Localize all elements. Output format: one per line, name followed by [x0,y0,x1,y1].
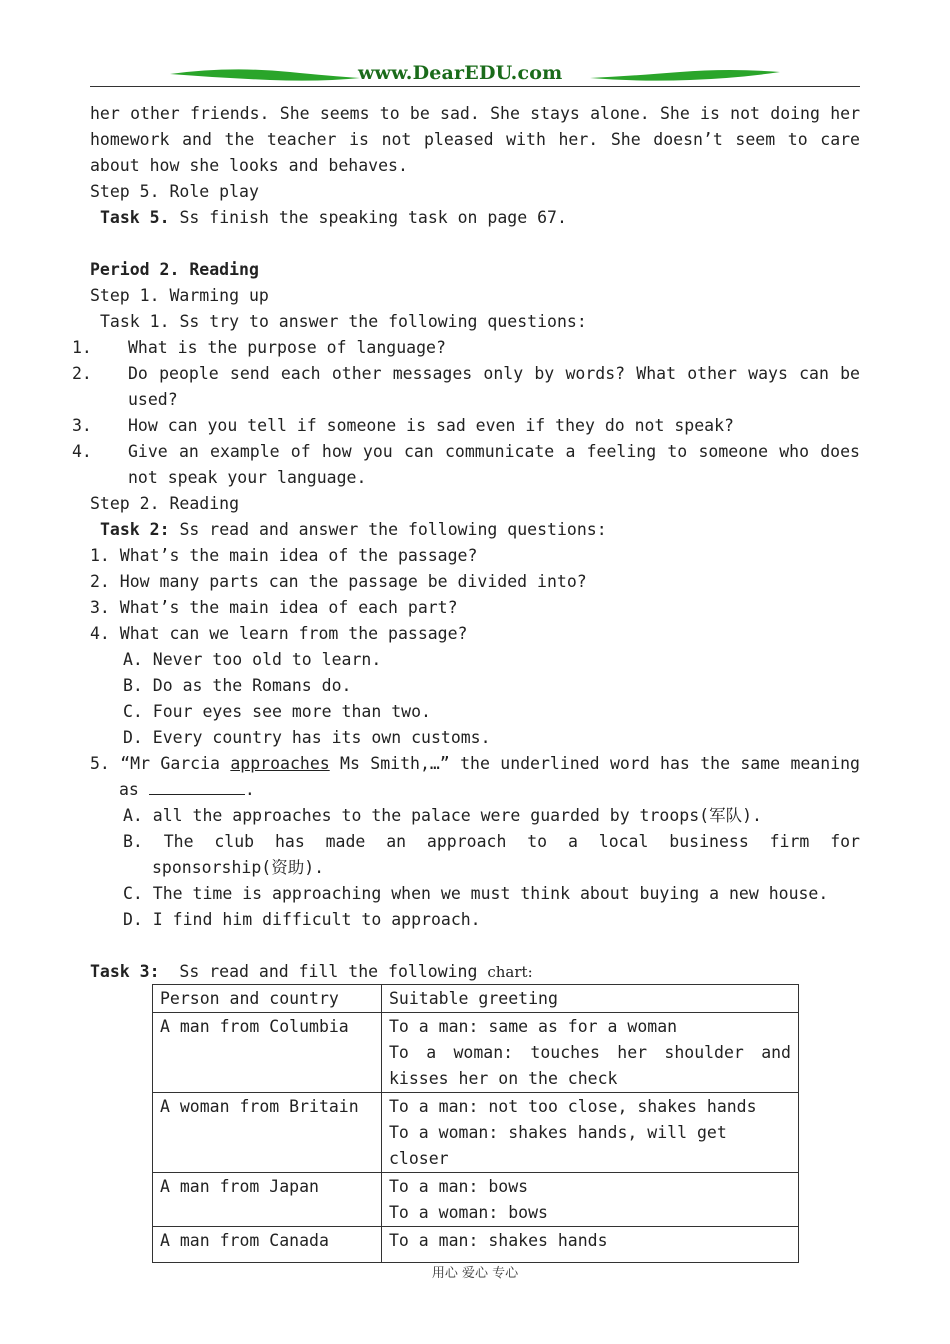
table-cell-greeting: To a man: bows To a woman: bows [382,1173,799,1227]
table-cell-person: A man from Canada [153,1227,382,1263]
step5-heading: Step 5. Role play [90,182,259,201]
table-cell-person: A man from Columbia [153,1013,382,1093]
right-swoosh-decoration [590,66,780,86]
table-row [153,1093,799,1173]
task3-label: Task 3: [90,962,160,981]
q5-option-d: D. I find him difficult to approach. [123,910,481,929]
step1-heading: Step 1. Warming up [90,286,269,305]
task5-line [90,205,860,231]
reading-question-5: 5. “Mr Garcia approaches Ms Smith,…” the underlined word has the same meaning as . [90,754,870,799]
reading-question-3: 3. What’s the main idea of each part? [90,598,458,617]
table-cell-person: A man from Japan [153,1173,382,1227]
task3-line [90,959,860,985]
task5-text: Ss finish the speaking task on page 67. [169,208,567,227]
q4-option-d: D. Every country has its own customs. [123,728,491,747]
table-row [153,1227,799,1263]
table-header-greeting: Suitable greeting [382,985,799,1013]
table-cell-greeting: To a man: same as for a woman To a woman: touches her shoulder and kisses her on the check [382,1013,799,1093]
reading-question-1: 1. What’s the main idea of the passage? [90,546,478,565]
warmup-question-2: 2. Do people send each other messages only by words? What other ways can be used? [72,364,870,409]
table-cell-person: A woman from Britain [153,1093,382,1173]
q4-option-a: A. Never too old to learn. [123,650,382,669]
table-cell-greeting: To a man: not too close, shakes hands To a woman: shakes hands, will get closer [382,1093,799,1173]
table-cell-greeting: To a man: shakes hands [382,1227,799,1263]
q5-option-c: C. The time is approaching when we must think about buying a new house. [123,884,829,903]
document-body [72,101,870,985]
task3-text: Ss read and fill the following [159,962,488,981]
q4-option-b: B. Do as the Romans do. [123,676,352,695]
answer-blank [149,780,245,795]
q4-option-c: C. Four eyes see more than two. [123,702,431,721]
warmup-question-1: 1. What is the purpose of language? [72,338,446,357]
task2-text: Ss read and answer the following questions: [169,520,607,539]
table-header-person: Person and country [153,985,382,1013]
q5-option-b: B. The club has made an approach to a local business firm for sponsorship(资助). [123,832,870,877]
paragraph-continuation: her other friends. She seems to be sad. She stays alone. She is not doing her homework and the teacher is not pleased with her. She doesn’t seem to care about how she looks and behaves. [90,104,870,175]
underlined-word: approaches [230,754,330,773]
q5-option-a: A. all the approaches to the palace were guarded by troops(军队). [123,806,762,825]
step2-heading: Step 2. Reading [90,494,240,513]
table-row [153,1173,799,1227]
warmup-question-4: 4. Give an example of how you can communicate a feeling to someone who does not speak your language. [72,442,870,487]
header-rule [90,86,860,87]
greeting-table [152,984,799,1263]
task1-line: Task 1. Ss try to answer the following questions: [100,312,587,331]
site-logo-text: www.DearEDU.com [358,62,563,84]
table-row [153,1013,799,1093]
period2-heading: Period 2. Reading [90,260,259,279]
task3-chart-word: chart: [487,963,533,981]
task2-line [90,517,860,543]
warmup-question-3: 3. How can you tell if someone is sad even if they do not speak? [72,416,734,435]
left-swoosh-decoration [170,66,360,86]
page-header [90,58,860,92]
task5-label: Task 5. [100,208,170,227]
reading-question-4: 4. What can we learn from the passage? [90,624,468,643]
reading-question-2: 2. How many parts can the passage be divided into? [90,572,587,591]
task2-label: Task 2: [100,520,170,539]
table-header-row [153,985,799,1013]
page-footer: 用心 爱心 专心 [431,1266,519,1281]
